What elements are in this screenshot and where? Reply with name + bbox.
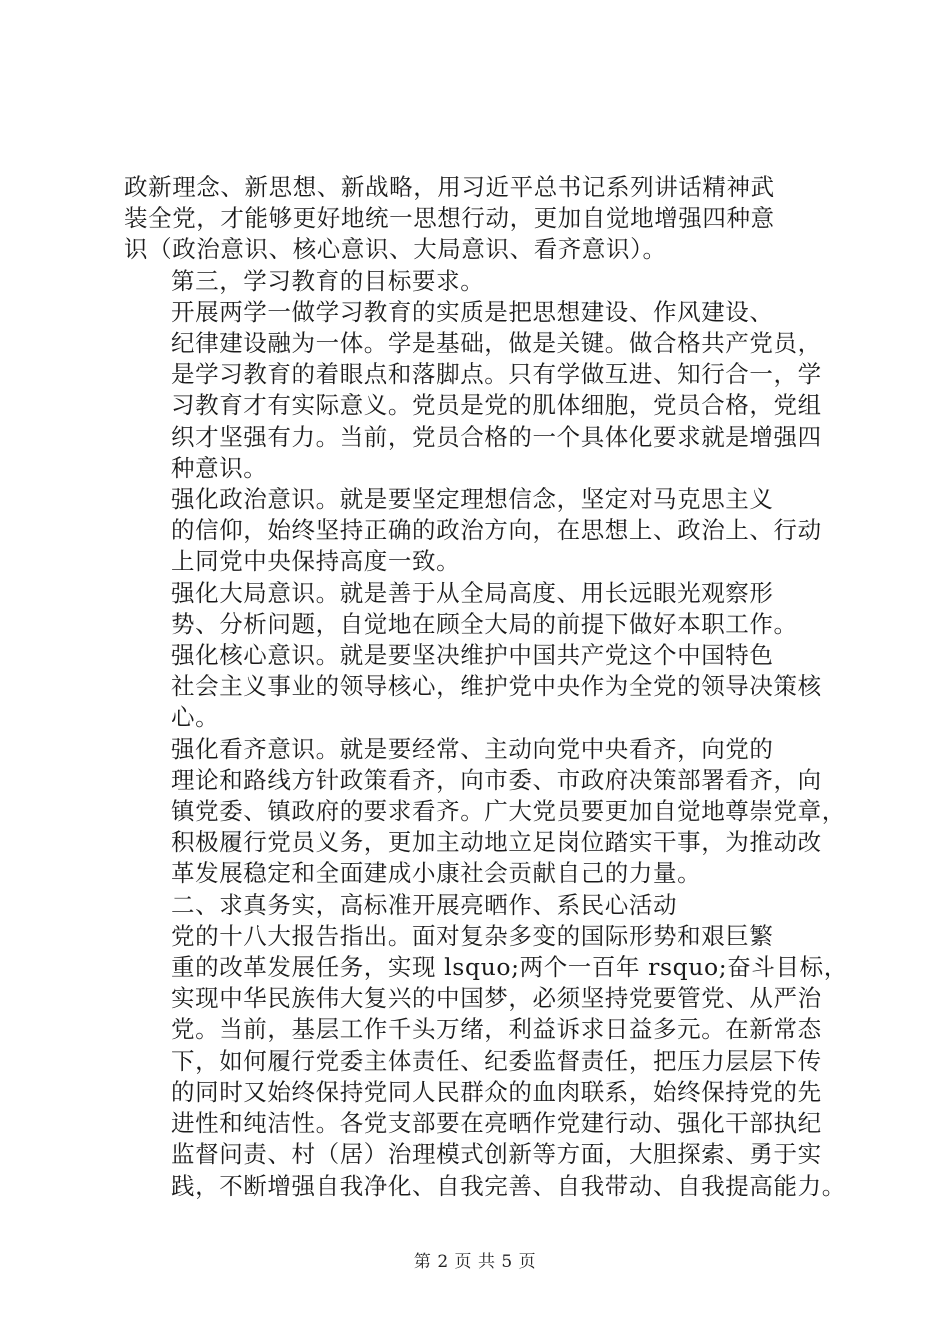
text-line: 心。 (171, 703, 220, 732)
text-line: 装全党，才能够更好地统一思想行动，更加自觉地增强四种意 (124, 204, 775, 233)
text-line: 党的十八大报告指出。面对复杂多变的国际形势和艰巨繁 (171, 921, 774, 950)
paragraph-continuation (124, 172, 834, 266)
text-line: 的信仰，始终坚持正确的政治方向，在思想上、政治上、行动 (171, 516, 822, 545)
text-line: 进性和纯洁性。各党支部要在亮晒作党建行动、强化干部执纪 (171, 1109, 822, 1138)
text-line: 的同时又始终保持党同人民群众的血肉联系，始终保持党的先 (171, 1077, 822, 1106)
text-line: 监督问责、村（居）治理模式创新等方面，大胆探索、勇于实 (171, 1140, 822, 1169)
text-line: 强化政治意识。就是要坚定理想信念，坚定对马克思主义 (171, 485, 774, 514)
text-line: 革发展稳定和全面建成小康社会贡献自己的力量。 (171, 859, 702, 888)
text-line: 是学习教育的着眼点和落脚点。只有学做互进、知行合一，学 (171, 360, 822, 389)
text-line: 强化大局意识。就是善于从全局高度、用长远眼光观察形 (171, 578, 774, 607)
text-line: 镇党委、镇政府的要求看齐。广大党员要更加自觉地尊崇党章， (171, 797, 846, 826)
paragraph-education-essence (124, 297, 834, 484)
page-number-label: 第 2 页 共 5 页 (413, 1252, 537, 1272)
paragraph-core-awareness (124, 640, 834, 734)
text-line: 践，不断增强自我净化、自我完善、自我带动、自我提高能力。 (171, 1171, 846, 1200)
text-line: 政新理念、新思想、新战略，用习近平总书记系列讲话精神武 (124, 173, 775, 201)
text-line: 织才坚强有力。当前，党员合格的一个具体化要求就是增强四 (171, 422, 822, 451)
paragraph-overall-awareness (124, 578, 834, 640)
text-line: 党。当前，基层工作千头万绪，利益诉求日益多元。在新常态 (171, 1015, 822, 1044)
text-line: 纪律建设融为一体。学是基础，做是关键。做合格共产党员， (171, 329, 822, 358)
text-line: 强化看齐意识。就是要经常、主动向党中央看齐，向党的 (171, 734, 774, 763)
document-body (124, 172, 848, 1202)
text-line: 理论和路线方针政策看齐，向市委、市政府决策部署看齐，向 (171, 765, 822, 794)
text-line: 种意识。 (171, 453, 268, 482)
text-line: 二、求真务实，高标准开展亮晒作、系民心活动 (171, 890, 678, 919)
page-footer (0, 1247, 950, 1272)
text-line: 习教育才有实际意义。党员是党的肌体细胞，党员合格，党组 (171, 391, 822, 420)
text-line: 强化核心意识。就是要坚决维护中国共产党这个中国特色 (171, 641, 774, 670)
section-heading-two (124, 890, 834, 921)
paragraph-alignment-awareness (124, 734, 846, 890)
text-line: 积极履行党员义务，更加主动地立足岗位踏实干事，为推动改 (171, 828, 822, 857)
text-line: 社会主义事业的领导核心，维护党中央作为全党的领导决策核 (171, 672, 822, 701)
text-line: 重的改革发展任务，实现 lsquo;两个一百年 rsquo;奋斗目标， (171, 953, 848, 982)
paragraph-eighteenth-congress (124, 921, 848, 1202)
text-line: 势、分析问题，自觉地在顾全大局的前提下做好本职工作。 (171, 609, 798, 638)
text-line: 实现中华民族伟大复兴的中国梦，必须坚持党要管党、从严治 (171, 984, 822, 1013)
section-heading-third (124, 266, 834, 297)
text-line: 下，如何履行党委主体责任、纪委监督责任，把压力层层下传 (171, 1046, 822, 1075)
text-line: 开展两学一做学习教育的实质是把思想建设、作风建设、 (171, 297, 774, 326)
text-line: 识（政治意识、核心意识、大局意识、看齐意识）。 (124, 235, 667, 264)
paragraph-political-awareness (124, 484, 834, 578)
text-line: 上同党中央保持高度一致。 (171, 547, 461, 576)
text-line: 第三，学习教育的目标要求。 (171, 266, 485, 295)
